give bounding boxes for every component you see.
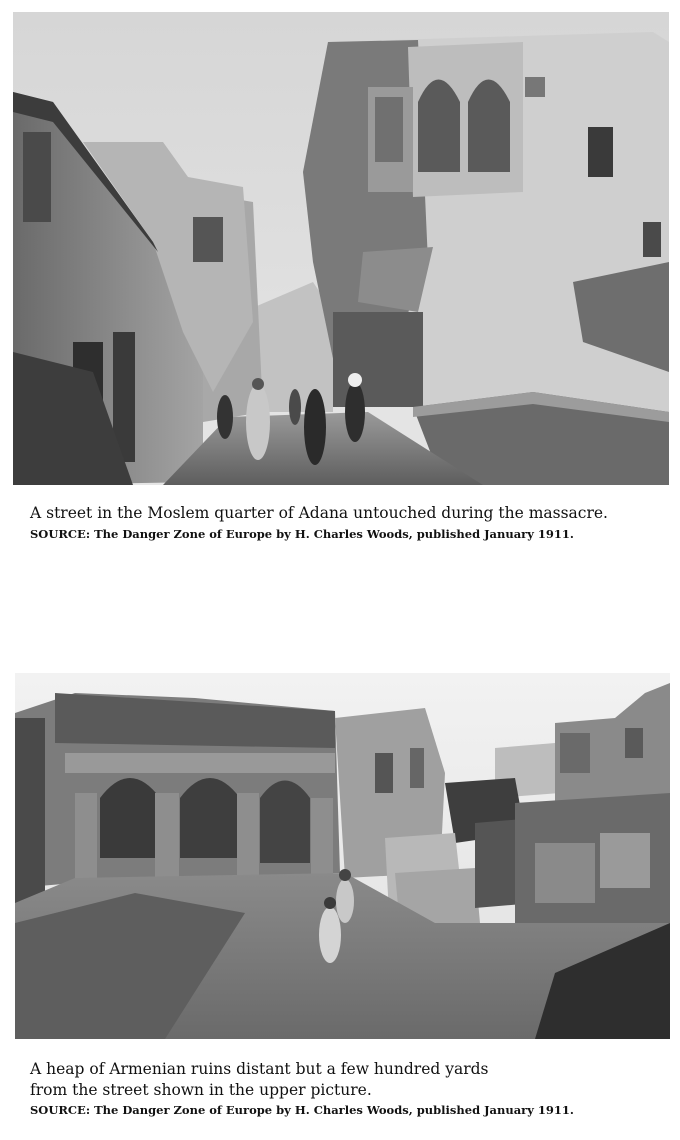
ruins-photo-graphic — [15, 673, 670, 1039]
ruins-photo-source: SOURCE: The Danger Zone of Europe by H. Charles Woods, published January 1911. — [30, 1103, 574, 1117]
street-photo-source: SOURCE: The Danger Zone of Europe by H. Charles Woods, published January 1911. — [30, 527, 574, 541]
street-photo — [13, 12, 669, 485]
ruins-photo-caption-line-2: from the street shown in the upper picture. — [30, 1081, 372, 1099]
ruins-photo — [15, 673, 670, 1039]
street-photo-caption: A street in the Moslem quarter of Adana untouched during the massacre. — [30, 504, 608, 522]
street-photo-graphic — [13, 12, 669, 485]
ruins-photo-caption-line-1: A heap of Armenian ruins distant but a few hundred yards — [30, 1060, 489, 1078]
